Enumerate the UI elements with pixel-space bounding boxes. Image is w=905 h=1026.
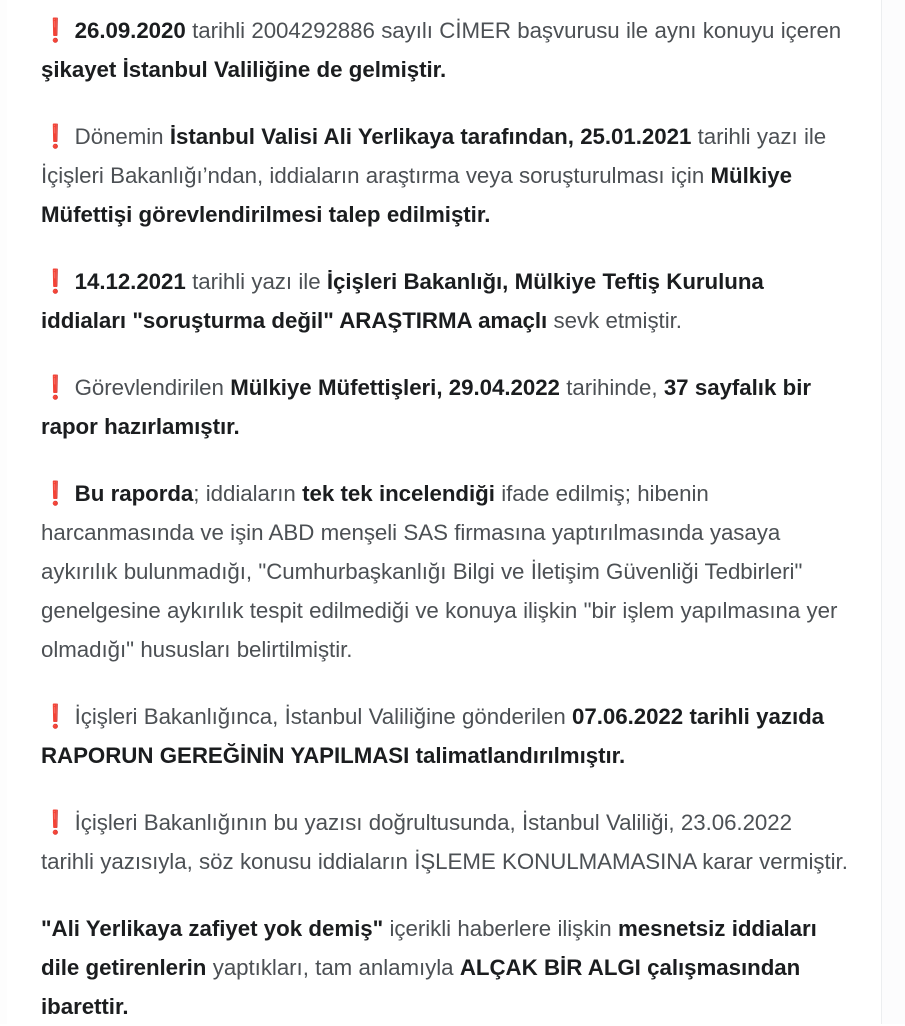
paragraph-p1 (41, 11, 850, 89)
emphasis-text: 14.12.2021 (74, 269, 186, 294)
paragraph-p8 (41, 909, 850, 1026)
emphasis-text: tek tek incelendiği (302, 481, 495, 506)
exclamation-mark-icon: ❗ (41, 268, 70, 294)
exclamation-mark-icon: ❗ (41, 480, 70, 506)
paragraph-p5 (41, 474, 850, 669)
emphasis-text: "Ali Yerlikaya zafiyet yok demiş" (41, 916, 384, 941)
emphasis-text: ALÇAK BİR ALGI çalışmasından ibarettir. (41, 955, 801, 1019)
body-text: tarihli 2004292886 sayılı CİMER başvurusu ile aynı konuyu içeren (185, 18, 842, 43)
exclamation-mark-icon: ❗ (41, 123, 70, 149)
body-text: sevk etmiştir. (547, 308, 682, 333)
exclamation-mark-icon: ❗ (41, 17, 70, 43)
paragraph-p3 (41, 262, 850, 340)
emphasis-text: İçişleri Bakanlığı, Mülkiye Teftiş Kuruluna iddiaları "soruşturma değil" ARAŞTIRMA amaçlı (41, 269, 764, 333)
emphasis-text: 37 sayfalık bir rapor hazırlamıştır. (41, 375, 811, 439)
body-text: Görevlendirilen (74, 375, 231, 400)
exclamation-mark-icon: ❗ (41, 809, 70, 835)
emphasis-text: İstanbul Valisi Ali Yerlikaya tarafından, 25.01.2021 (169, 124, 692, 149)
paragraph-p2 (41, 117, 850, 234)
emphasis-text: şikayet İstanbul Valiliğine de gelmiştir. (41, 57, 447, 82)
paragraph-p4 (41, 368, 850, 446)
body-text: yaptıkları, tam anlamıyla (206, 955, 460, 980)
body-text: İçişleri Bakanlığınca, İstanbul Valiliğine gönderilen (74, 704, 573, 729)
body-text: ; iddiaların (193, 481, 303, 506)
exclamation-mark-icon: ❗ (41, 374, 70, 400)
emphasis-text: 07.06.2022 tarihli yazıda RAPORUN GEREĞİNİN YAPILMASI talimatlandırılmıştır. (41, 704, 825, 768)
body-text: ifade edilmiş; hibenin harcanmasında ve işin ABD menşeli SAS firmasına yaptırılmasında yasaya aykırılık bulunmadığı, "Cumhurbaşkanlığı Bilgi ve İletişim Güvenliği Tedbirleri" genelgesine aykırılık tespit edilmediği ve konuya ilişkin "bir işlem yapılmasına yer olmadığı" hususları belirtilmiştir. (41, 481, 838, 662)
emphasis-text: Mülkiye Müfettişleri, 29.04.2022 (230, 375, 560, 400)
body-text: Dönemin (74, 124, 170, 149)
body-text: tarihli yazı ile İçişleri Bakanlığı’ndan, iddiaların araştırma veya soruşturulması için (41, 124, 827, 188)
emphasis-text: Bu raporda (74, 481, 194, 506)
body-text: tarihli yazı ile (185, 269, 327, 294)
right-gutter (881, 0, 905, 1024)
paragraph-p6 (41, 697, 850, 775)
paragraph-p7 (41, 803, 850, 881)
body-text: İçişleri Bakanlığının bu yazısı doğrultusunda, İstanbul Valiliği, 23.06.2022 tarihli yazısıyla, söz konusu iddiaların İŞLEME KONULMAMASINA karar vermiştir. (41, 810, 848, 874)
body-text: tarihinde, (559, 375, 664, 400)
body-text: içerikli haberlere ilişkin (383, 916, 618, 941)
emphasis-text: Mülkiye Müfettişi görevlendirilmesi talep edilmiştir. (41, 163, 792, 227)
emphasis-text: mesnetsiz iddiaları dile getirenlerin (41, 916, 817, 980)
exclamation-mark-icon: ❗ (41, 703, 70, 729)
emphasis-text: 26.09.2020 (74, 18, 186, 43)
